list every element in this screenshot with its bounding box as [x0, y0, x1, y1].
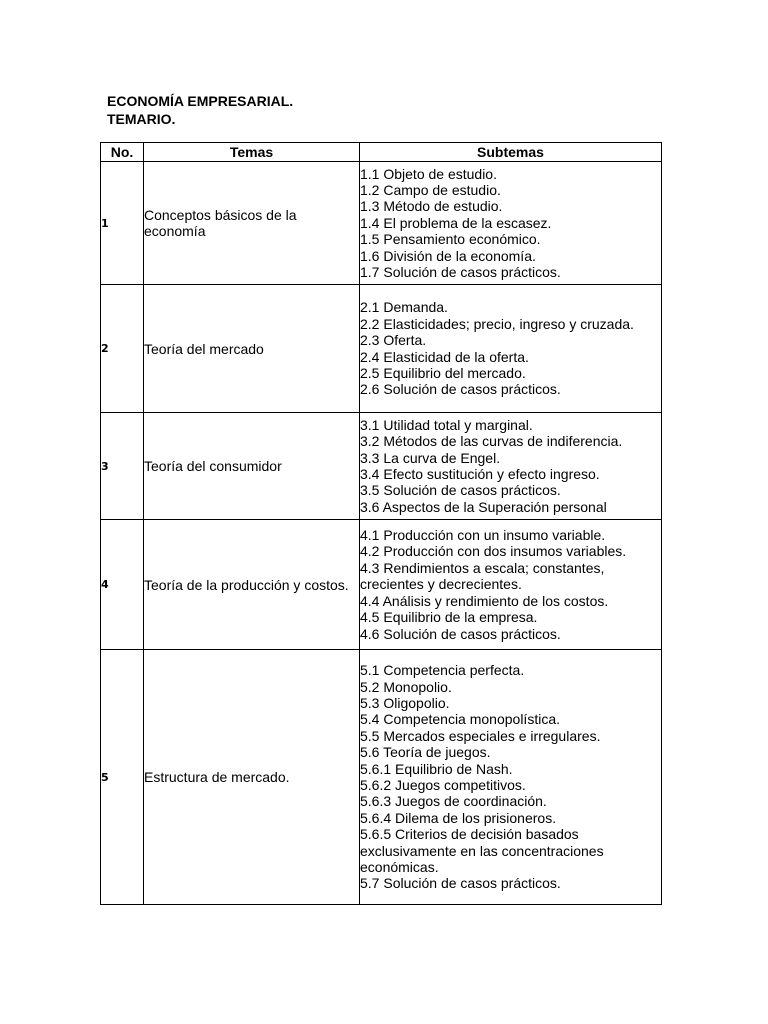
row-number: 2	[101, 285, 144, 413]
subtopic-item: 5.6.4 Dilema de los prisioneros.	[360, 809, 557, 826]
subtopic-item: 4.6 Solución de casos prácticos.	[360, 625, 561, 642]
subtopic-item: 5.5 Mercados especiales e irregulares.	[360, 727, 601, 744]
subtopic-item: 3.4 Efecto sustitución y efecto ingreso.	[360, 466, 600, 482]
subtopic-item: 5.4 Competencia monopolística.	[360, 711, 560, 728]
subtopic-list	[360, 527, 661, 642]
subtopic-item: 2.1 Demanda.	[360, 299, 448, 316]
header-temas: Temas	[144, 143, 360, 162]
subtopic-item: 5.6.2 Juegos competitivos.	[360, 777, 526, 793]
table-row	[101, 520, 662, 650]
subtopic-item: 2.5 Equilibrio del mercado.	[360, 364, 526, 381]
subtopic-item: 5.7 Solución de casos prácticos.	[360, 875, 561, 892]
row-number: 1	[101, 162, 144, 285]
subtopic-item: 1.1 Objeto de estudio.	[360, 165, 497, 182]
subtopic-item: 2.2 Elasticidades; precio, ingreso y cruzada.	[360, 315, 634, 332]
subtopic-list	[360, 662, 661, 892]
subtopic-item: 5.6.5 Criterios de decisión basados exclusivamente en las concentraciones económicas.	[360, 826, 604, 876]
subtopic-item: 1.4 El problema de la escasez.	[360, 214, 552, 231]
subtopic-item: 2.6 Solución de casos prácticos.	[360, 381, 561, 398]
subtopic-item: 5.3 Oligopolio.	[360, 694, 450, 711]
subtopic-item: 4.1 Producción con un insumo variable.	[360, 527, 606, 544]
document-heading	[107, 92, 293, 128]
subtopic-item: 4.5 Equilibrio de la empresa.	[360, 609, 538, 626]
subtopic-item: 1.7 Solución de casos prácticos.	[360, 264, 561, 281]
topic-title: Estructura de mercado.	[144, 650, 360, 905]
subtopic-list	[360, 299, 661, 397]
topic-title: Conceptos básicos de la economía	[144, 162, 360, 285]
subtopic-item: 5.1 Competencia perfecta.	[360, 662, 525, 679]
document-subtitle: TEMARIO.	[107, 111, 176, 127]
subtopic-item: 4.4 Análisis y rendimiento de los costos.	[360, 592, 609, 609]
subtopic-item: 3.6 Aspectos de la Superación personal	[360, 498, 607, 515]
subtopic-item: 1.6 División de la economía.	[360, 247, 536, 264]
subtopic-item: 5.2 Monopolio.	[360, 678, 452, 695]
subtopic-item: 5.6.1 Equilibrio de Nash.	[360, 760, 513, 777]
subtopic-item: 3.5 Solución de casos prácticos.	[360, 482, 561, 499]
header-subtemas: Subtemas	[360, 143, 662, 162]
syllabus-table	[100, 142, 662, 905]
subtopic-item: 5.6 Teoría de juegos.	[360, 744, 491, 761]
table-row	[101, 413, 662, 520]
document-title: ECONOMÍA EMPRESARIAL.	[107, 93, 294, 109]
subtopic-item: 2.3 Oferta.	[360, 332, 427, 349]
topic-title: Teoría del consumidor	[144, 413, 360, 520]
subtopic-item: 2.4 Elasticidad de la oferta.	[360, 348, 529, 365]
subtopics-cell	[360, 650, 662, 905]
subtopics-cell	[360, 413, 662, 520]
row-number: 3	[101, 413, 144, 520]
subtopics-cell	[360, 520, 662, 650]
topic-title: Teoría de la producción y costos.	[144, 520, 360, 650]
subtopics-cell	[360, 285, 662, 413]
topic-title: Teoría del mercado	[144, 285, 360, 413]
table-row	[101, 650, 662, 905]
subtopic-item: 1.3 Método de estudio.	[360, 198, 503, 215]
subtopic-item: 3.2 Métodos de las curvas de indiferencia.	[360, 433, 623, 450]
table-header-row	[101, 143, 662, 162]
subtopic-list	[360, 417, 661, 515]
subtopic-item: 3.3 La curva de Engel.	[360, 449, 501, 466]
table-row	[101, 285, 662, 413]
subtopic-item: 1.2 Campo de estudio.	[360, 181, 501, 198]
subtopic-item: 4.2 Producción con dos insumos variables.	[360, 543, 627, 560]
header-no: No.	[101, 143, 144, 162]
table-row	[101, 162, 662, 285]
row-number: 4	[101, 520, 144, 650]
subtopic-item: 4.3 Rendimientos a escala; constantes, crecientes y decrecientes.	[360, 559, 605, 593]
subtopic-list	[360, 166, 661, 281]
table-body	[101, 162, 662, 905]
row-number: 5	[101, 650, 144, 905]
subtopic-item: 5.6.3 Juegos de coordinación.	[360, 793, 547, 810]
subtopic-item: 3.1 Utilidad total y marginal.	[360, 416, 533, 433]
subtopics-cell	[360, 162, 662, 285]
subtopic-item: 1.5 Pensamiento económico.	[360, 231, 541, 248]
